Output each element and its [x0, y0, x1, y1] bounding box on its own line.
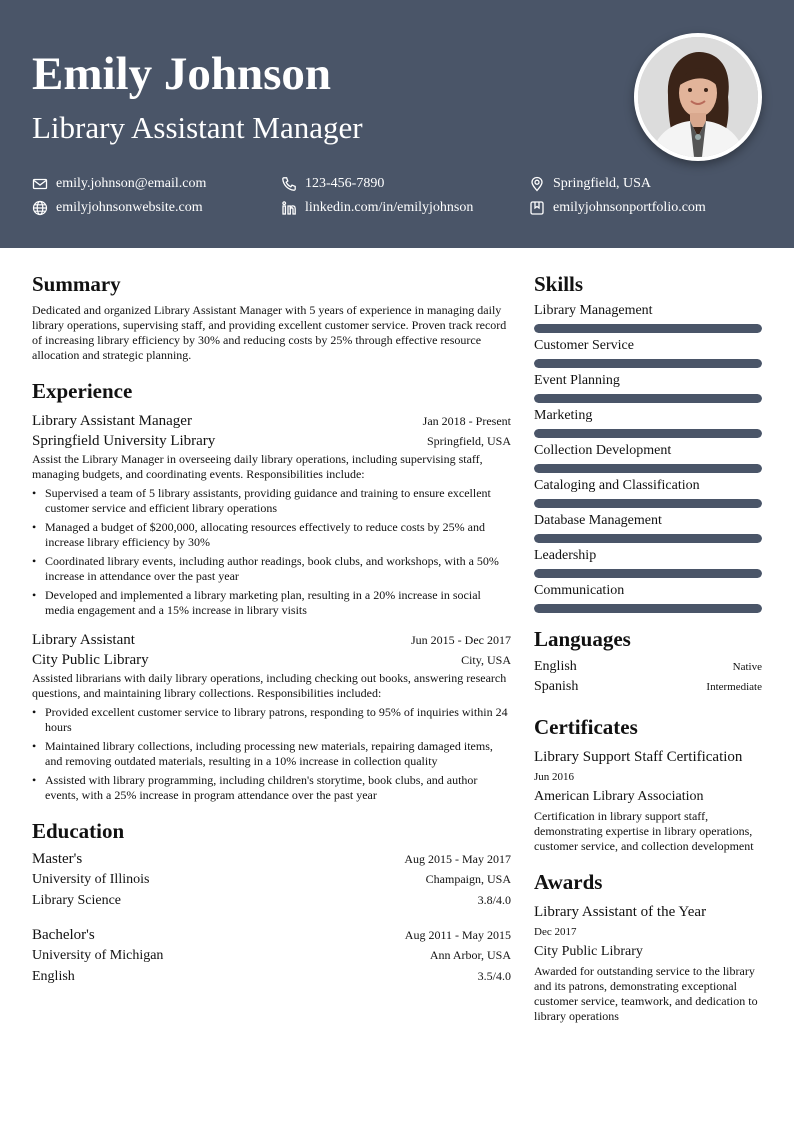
skill-level-fill [534, 604, 762, 613]
job-dates: Jan 2018 - Present [422, 414, 511, 428]
skill-item [534, 302, 762, 333]
job-entry [32, 630, 511, 803]
skill-item [534, 337, 762, 368]
language-level: Intermediate [706, 681, 762, 693]
edu-dates: Aug 2011 - May 2015 [404, 928, 511, 942]
award-description: Awarded for outstanding service to the library and its patrons, demonstrating exceptional customer service, teamwork, and dedication to library operations [534, 964, 758, 1023]
certificates-heading: Certificates [534, 715, 638, 739]
job-location: Springfield, USA [427, 434, 511, 448]
job-description: Assist the Library Manager in overseeing daily library operations, including supervising staff, managing budgets, and coordinating events. Responsibilities include: [32, 452, 483, 481]
job-bullet: • Assisted with library programming, including children's storytime, book clubs, and author events, with a 25% increase in program attendance over the past year [32, 773, 511, 803]
main-column [32, 270, 511, 987]
job-org: Springfield University Library [32, 433, 216, 449]
skill-level-fill [534, 534, 762, 543]
contact-phone-text: 123-456-7890 [305, 176, 385, 191]
skill-level-bar [534, 429, 762, 438]
language-level: Native [732, 661, 762, 673]
skill-item [534, 512, 762, 543]
contact-portfolio[interactable] [529, 199, 706, 217]
education-entry [32, 925, 511, 987]
awards-heading: Awards [534, 870, 603, 894]
skill-level-fill [534, 569, 762, 578]
edu-degree: Bachelor's [32, 927, 95, 943]
certificate-issuer: American Library Association [534, 789, 704, 804]
skill-name: Marketing [534, 408, 593, 423]
job-entry [32, 411, 511, 618]
skill-level-bar [534, 604, 762, 613]
skill-name: Leadership [534, 548, 597, 563]
job-bullet: • Provided excellent customer service to library patrons, responding to 95% of inquiries within 24 hours [32, 705, 511, 735]
certificate-date: Jun 2016 [534, 771, 575, 783]
job-org: City Public Library [32, 652, 149, 668]
resume-header [0, 0, 794, 248]
summary-heading: Summary [32, 272, 121, 296]
skill-item [534, 547, 762, 578]
skill-name: Event Planning [534, 373, 620, 388]
certificate-description: Certification in library support staff, demonstrating expertise in library operations, customer service, and collection development [534, 809, 754, 853]
skill-level-fill [534, 429, 762, 438]
award-date: Dec 2017 [534, 926, 577, 938]
skill-level-bar [534, 499, 762, 508]
job-bullet: • Managed a budget of $200,000, allocating resources effectively to reduce costs by 25% and increase library efficiency by 30% [32, 520, 511, 550]
edu-gpa: 3.5/4.0 [477, 969, 511, 983]
job-bullets [32, 486, 511, 618]
edu-field: English [32, 969, 75, 984]
certificate-entry [534, 747, 762, 854]
languages-list [534, 657, 762, 697]
language-row [534, 657, 762, 677]
edu-school: University of Illinois [32, 872, 150, 887]
skill-level-bar [534, 324, 762, 333]
phone-icon [281, 176, 297, 192]
mail-icon [32, 176, 48, 192]
skill-name: Customer Service [534, 338, 634, 353]
skill-item [534, 442, 762, 473]
edu-gpa: 3.8/4.0 [477, 893, 511, 907]
language-name: Spanish [534, 679, 579, 694]
globe-icon [32, 200, 48, 216]
skill-item [534, 582, 762, 613]
portfolio-icon [529, 200, 545, 216]
job-bullet: • Supervised a team of 5 library assistants, providing guidance and training to ensure excellent customer service and efficient library operations [32, 486, 511, 516]
edu-field: Library Science [32, 893, 122, 908]
contact-phone[interactable] [281, 175, 384, 193]
skill-item [534, 372, 762, 403]
skill-name: Communication [534, 583, 625, 598]
contact-website[interactable] [32, 199, 203, 217]
contact-location-text: Springfield, USA [553, 176, 651, 191]
skills-list [534, 302, 762, 613]
edu-location: Champaign, USA [425, 872, 511, 886]
skills-heading: Skills [534, 272, 584, 296]
skill-level-fill [534, 359, 762, 368]
certificate-name: Library Support Staff Certification [534, 749, 743, 765]
award-issuer: City Public Library [534, 944, 643, 959]
contact-linkedin[interactable] [281, 199, 473, 217]
edu-location: Ann Arbor, USA [429, 948, 511, 962]
education-heading: Education [32, 819, 125, 843]
skill-name: Cataloging and Classification [534, 478, 700, 493]
job-dates: Jun 2015 - Dec 2017 [411, 633, 511, 647]
edu-dates: Aug 2015 - May 2017 [404, 852, 511, 866]
contact-portfolio-text: emilyjohnsonportfolio.com [553, 200, 706, 215]
skill-level-bar [534, 534, 762, 543]
contact-email[interactable] [32, 175, 206, 193]
job-description: Assisted librarians with daily library operations, including checking out books, answering research questions, and maintaining library collections. Responsibilities included: [32, 671, 507, 700]
summary-text: Dedicated and organized Library Assistant Manager with 5 years of experience in managing daily library operations, supervising staff, and providing excellent customer service. Proven track record of increasing library efficiency by 30% and reducing costs by 25% through effective resource allocation and strategic planning. [32, 303, 507, 362]
skill-level-fill [534, 499, 762, 508]
experience-heading: Experience [32, 379, 133, 403]
skill-level-fill [534, 324, 762, 333]
side-column [534, 270, 762, 1024]
contact-email-text: emily.johnson@email.com [56, 176, 207, 191]
skill-level-fill [534, 464, 762, 473]
language-row [534, 677, 762, 697]
profile-photo [634, 33, 762, 161]
skill-level-fill [534, 394, 762, 403]
linkedin-icon [281, 200, 297, 216]
contact-linkedin-text: linkedin.com/in/emilyjohnson [305, 200, 474, 215]
skill-level-bar [534, 359, 762, 368]
job-bullet: • Developed and implemented a library marketing plan, resulting in a 20% increase in social media engagement and a 15% increase in library visits [32, 588, 511, 618]
contact-location [529, 175, 651, 193]
skill-item [534, 477, 762, 508]
job-title: Library Assistant [32, 632, 135, 648]
language-name: English [534, 659, 577, 674]
education-entry [32, 849, 511, 911]
location-icon [529, 176, 545, 192]
award-name: Library Assistant of the Year [534, 904, 707, 920]
skill-level-bar [534, 464, 762, 473]
candidate-name: Emily Johnson [32, 48, 332, 100]
skill-name: Database Management [534, 513, 662, 528]
skill-level-bar [534, 394, 762, 403]
job-bullet: • Maintained library collections, including processing new materials, repairing damaged items, and removing outdated materials, resulting in a 10% increase in collection quality [32, 739, 511, 769]
edu-degree: Master's [32, 851, 83, 867]
candidate-title: Library Assistant Manager [32, 110, 363, 145]
languages-heading: Languages [534, 627, 631, 651]
job-bullets [32, 705, 511, 803]
skill-level-bar [534, 569, 762, 578]
job-location: City, USA [461, 653, 511, 667]
job-title: Library Assistant Manager [32, 413, 192, 429]
skill-name: Collection Development [534, 443, 672, 458]
skill-item [534, 407, 762, 438]
edu-school: University of Michigan [32, 948, 164, 963]
job-bullet: • Coordinated library events, including author readings, book clubs, and workshops, with a 50% increase in attendance over the past year [32, 554, 511, 584]
award-entry [534, 902, 762, 1024]
skill-name: Library Management [534, 303, 653, 318]
contact-website-text: emilyjohnsonwebsite.com [56, 200, 203, 215]
